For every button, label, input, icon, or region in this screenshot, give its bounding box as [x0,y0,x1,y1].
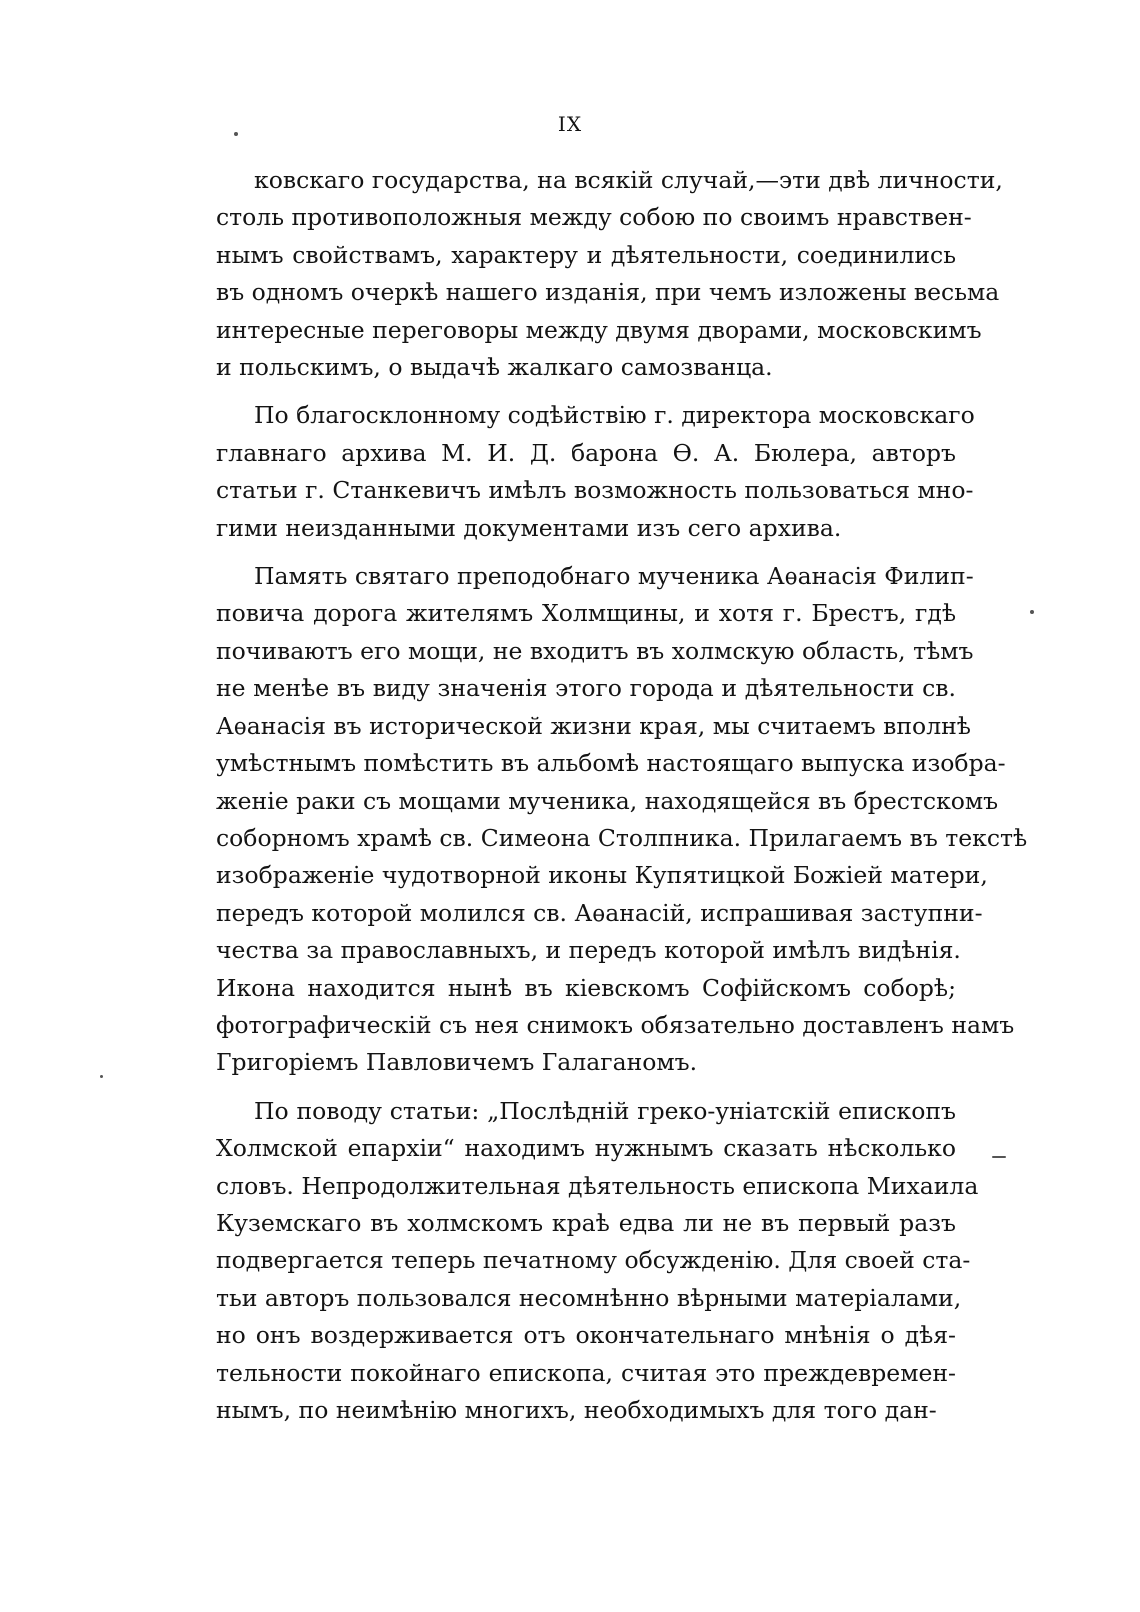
text-line: и польскимъ, о выдачѣ жалкаго самозванца. [216,353,773,382]
text-line: соборномъ храмѣ св. Симеона Столпника. Прилагаемъ въ текстѣ [216,823,1028,852]
text-line: женіе раки съ мощами мученика, находящейся въ брестскомъ [216,786,999,815]
text-line: Холмской епархіи“ находимъ нужнымъ сказать нѣсколько [216,1134,956,1163]
scan-speck [234,132,238,136]
text-line: Куземскаго въ холмскомъ краѣ едва ли не въ первый разъ [216,1208,956,1237]
body-text [216,162,1028,1429]
scan-speck [992,1156,1006,1158]
text-line: чества за православныхъ, и передъ которой имѣлъ видѣнія. [216,936,961,965]
text-line: Икона находится нынѣ въ кіевскомъ Софійскомъ соборѣ; [216,973,956,1002]
text-line: Память святаго преподобнаго мученика Аѳанасія Филип- [254,562,974,591]
text-line: словъ. Непродолжительная дѣятельность епископа Михаила [216,1171,979,1200]
text-line: интересные переговоры между двумя дворами, московскимъ [216,315,982,344]
paragraph [216,558,1028,1082]
text-line: столь противоположныя между собою по своимъ нравствен- [216,203,972,232]
text-line: статьи г. Станкевичъ имѣлъ возможность пользоваться мно- [216,476,974,505]
text-line: почиваютъ его мощи, не входитъ въ холмскую область, тѣмъ [216,636,974,665]
text-line: не менѣе въ виду значенія этого города и дѣятельности св. [216,674,956,703]
paragraph [216,1093,979,1430]
text-line: нымъ, по неимѣнію многихъ, необходимыхъ для того дан- [216,1396,937,1424]
text-line: По благосклонному содѣйствію г. директора московскаго [254,401,975,430]
text-line: умѣстнымъ помѣстить въ альбомѣ настоящаго выпуска изобра- [216,749,1006,778]
text-line: нымъ свойствамъ, характеру и дѣятельности, соединились [216,240,956,269]
text-line: тьи авторъ пользовался несомнѣнно вѣрными матеріалами, [216,1283,962,1312]
scan-speck [1030,610,1034,614]
text-line: тельности покойнаго епископа, считая это преждевремен- [216,1358,956,1387]
text-line: фотографическій съ нея снимокъ обязательно доставленъ намъ [216,1010,1015,1039]
paragraph [216,162,1003,386]
text-line: въ одномъ очеркѣ нашего изданія, при чемъ изложены весьма [216,278,1000,307]
scan-speck [100,1075,103,1078]
text-line: По поводу статьи: „Послѣдній греко-уніатскій епископъ [254,1096,956,1125]
text-line: гими неизданными документами изъ сего архива. [216,513,842,542]
text-line: повича дорога жителямъ Холмщины, и хотя г. Брестъ, гдѣ [216,599,956,628]
text-line: ковскаго государства, на всякій случай,—эти двѣ личности, [254,166,1003,194]
text-line: изображеніе чудотворной иконы Купятицкой Божіей матери, [216,861,988,890]
text-line: Григоріемъ Павловичемъ Галаганомъ. [216,1048,698,1077]
text-line: передъ которой молился св. Аѳанасій, испрашивая заступни- [216,898,983,927]
text-line: Аѳанасія въ исторической жизни края, мы считаемъ вполнѣ [216,711,971,740]
text-line: подвергается теперь печатному обсужденію. Для своей ста- [216,1246,971,1275]
text-line: но онъ воздерживается отъ окончательнаго мнѣнія о дѣя- [216,1321,956,1350]
paragraph [216,397,975,547]
text-line: главнаго архива М. И. Д. барона Ѳ. А. Бюлера, авторъ [216,438,956,467]
page-number: IX [557,112,583,136]
